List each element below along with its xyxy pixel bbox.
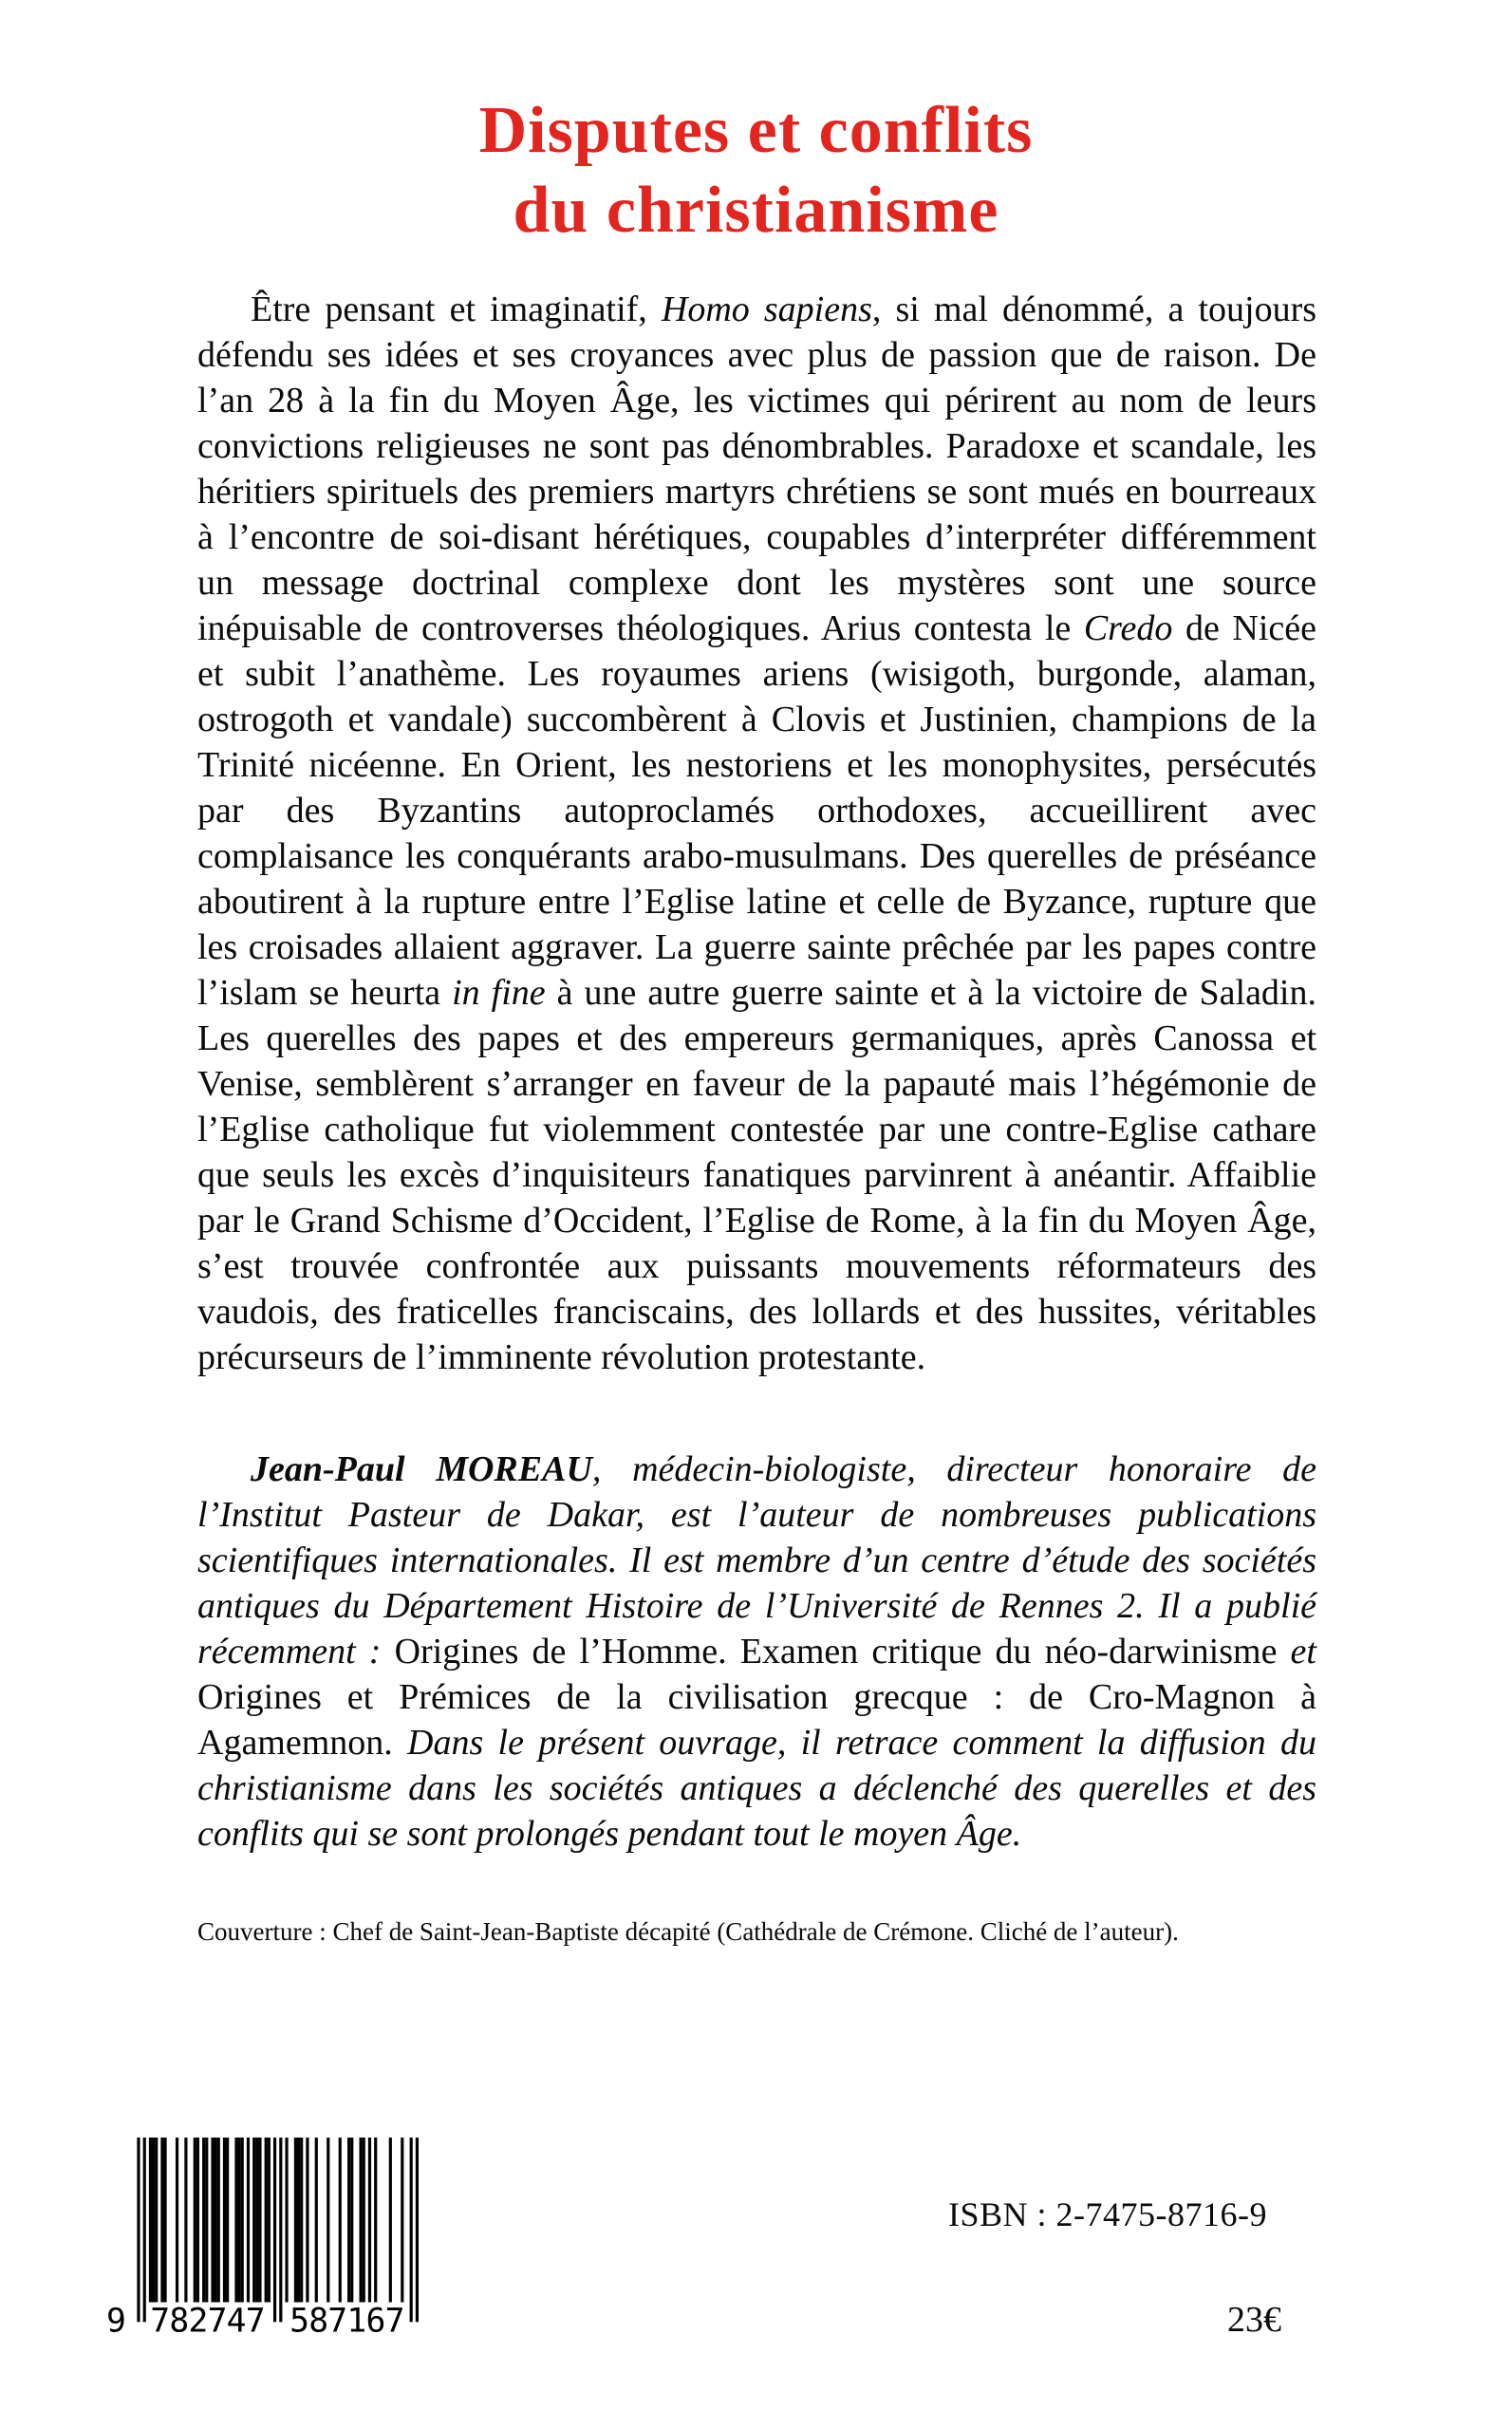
synopsis-paragraph	[197, 287, 1316, 1380]
text-segment: Origines et Prémices de la civilisation grecque : de Cro-Magnon à Agamemnon.	[197, 1677, 1316, 1763]
text-segment: , si mal dénommé, a toujours défendu ses idées et ses croyances avec plus de passion que de raison. De l’an 28 à la fin du Moyen Âge, les victimes qui périrent au nom de leurs convictions religieuses ne sont pas dénombrables. Paradoxe et scandale, les héritiers spirituels des premiers martyrs chrétiens se sont mués en bourreaux à l’encontre de soi-disant hérétiques, coupables d’interpréter différemment un message doctrinal complexe dont les mystères sont une source inépuisable de controverses théologiques. Arius contesta le	[197, 289, 1317, 648]
barcode-svg	[106, 2138, 457, 2341]
barcode	[106, 2138, 457, 2345]
book-title-line-1: Disputes et conflits	[478, 94, 1034, 167]
text-segment: Origines de l’Homme. Examen critique du néo-darwinisme	[394, 1632, 1291, 1671]
book-title-line-2: du christianisme	[513, 174, 999, 247]
text-segment: et	[1290, 1632, 1316, 1671]
cover-credit-line: Couverture : Chef de Saint-Jean-Baptiste décapité (Cathédrale de Crémone. Cliché de l’auteur).	[197, 1917, 1179, 1946]
barcode-digit-lead: 9	[106, 2302, 126, 2341]
author-bio-paragraph	[197, 1447, 1316, 1857]
barcode-digits-left: 782747	[150, 2302, 266, 2341]
text-segment: in fine	[452, 973, 546, 1013]
text-segment: de Nicée et subit l’anathème. Les royaumes ariens (wisigoth, burgonde, alaman, ostrogoth et vandale) succombèrent à Clovis et Justinien, champions de la Trinité nicéenne. En Orient, les nestoriens et les monophysites, persécutés par des Byzantins autoproclamés orthodoxes, accueillirent avec complaisance les conquérants arabo-musulmans. Des querelles de préséance aboutirent à la rupture entre l’Eglise latine et celle de Byzance, rupture que les croisades allaient aggraver. La guerre sainte prêchée par les papes contre l’islam se heurta	[197, 608, 1316, 1013]
barcode-bars	[137, 2138, 419, 2322]
text-segment: Dans le présent ouvrage, il retrace comment la diffusion du christianisme dans les sociétés antiques a déclenché des querelles et des conflits qui se sont prolongés pendant tout le moyen Âge.	[197, 1723, 1316, 1854]
isbn-text: ISBN : 2-7475-8716-9	[948, 2195, 1267, 2233]
price-text: 23€	[1227, 2300, 1281, 2340]
text-segment: Homo sapiens	[661, 289, 872, 329]
text-segment: Credo	[1083, 608, 1173, 648]
text-segment: Jean-Paul MOREAU	[251, 1449, 592, 1489]
text-segment: Être pensant et imaginatif,	[251, 289, 662, 329]
book-title	[0, 0, 1512, 251]
text-segment: , médecin-biologiste, directeur honoraire de l’Institut Pasteur de Dakar, est l’auteur de nombreuses publications scientifiques internationales. Il est membre d’un centre d’étude des sociétés antiques du Département Histoire de l’Université de Rennes 2. Il a publié récemment :	[197, 1449, 1316, 1671]
text-segment: à une autre guerre sainte et à la victoire de Saladin. Les querelles des papes et des empereurs germaniques, après Canossa et Venise, semblèrent s’arranger en faveur de la papauté mais l’hégémonie de l’Eglise catholique fut violemment contestée par une contre-Eglise cathare que seuls les excès d’inquisiteurs fanatiques parvinrent à anéantir. Affaiblie par le Grand Schisme d’Occident, l’Eglise de Rome, à la fin du Moyen Âge, s’est trouvée confrontée aux puissants mouvements réformateurs des vaudois, des fraticelles franciscains, des lollards et des hussites, véritables précurseurs de l’imminente révolution protestante.	[197, 973, 1316, 1377]
footer	[0, 2126, 1512, 2392]
barcode-digits-right: 587167	[289, 2302, 405, 2341]
